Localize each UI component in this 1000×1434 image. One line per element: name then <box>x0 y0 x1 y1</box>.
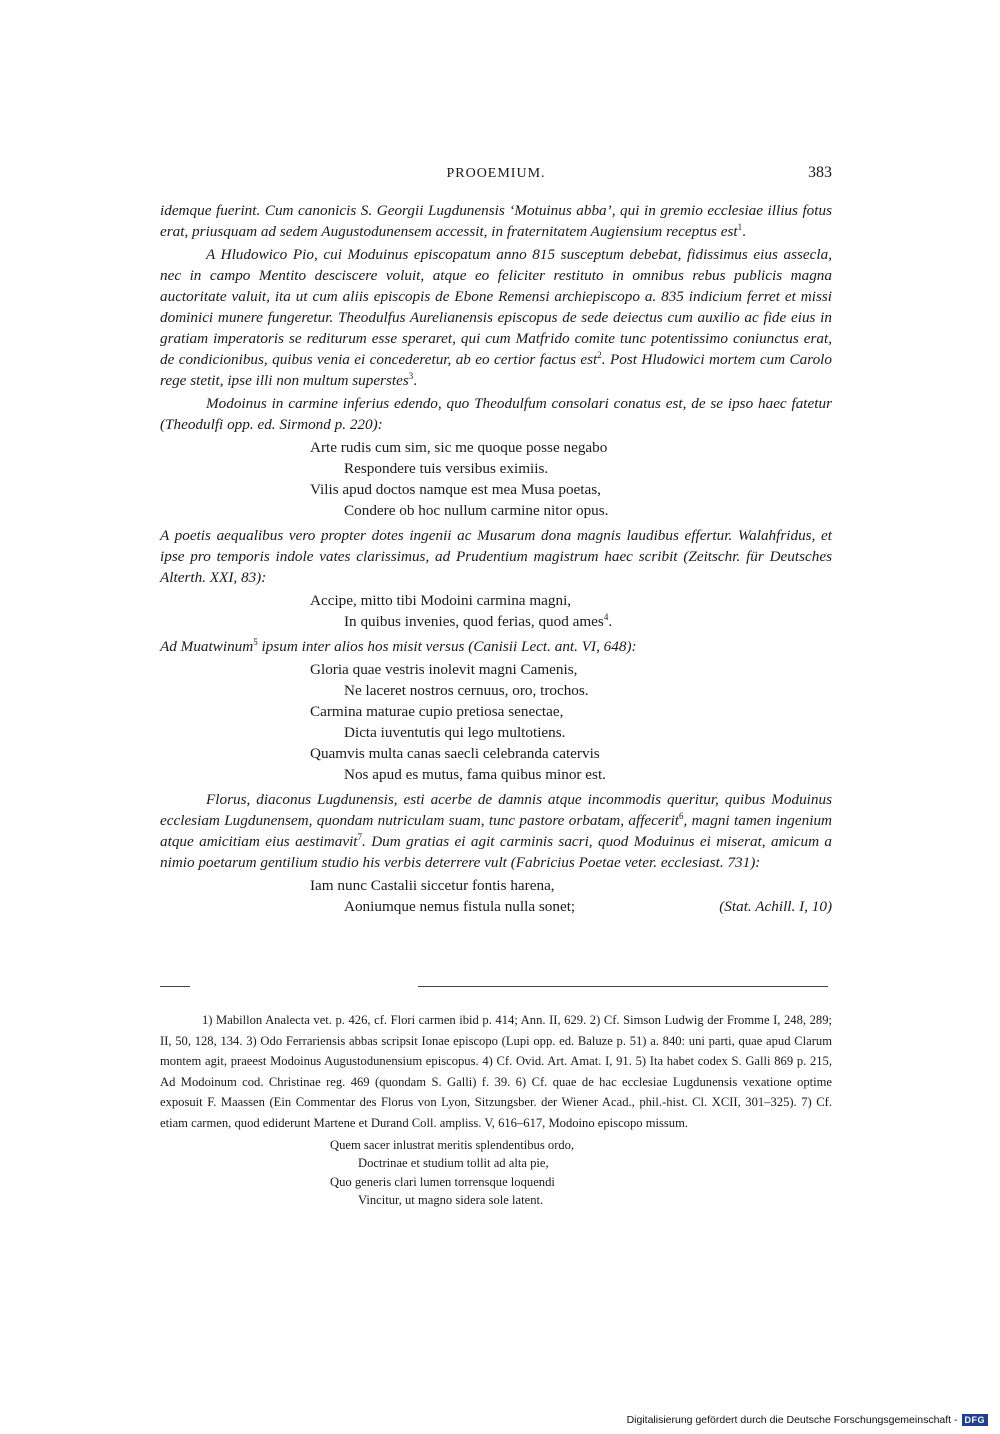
verse-block-3 <box>160 659 832 785</box>
verse-line: In quibus invenies, quod ferias, quod ames$^4$. <box>344 611 613 630</box>
verse-line: Condere ob hoc nullum carmine nitor opus. <box>344 502 609 519</box>
verse-line: Accipe, mitto tibi Modoini carmina magni, <box>310 592 572 609</box>
paragraph-4: A poetis aequalibus vero propter dotes ingenii ac Musarum dona magnis laudibus effertur. Walahfridus, et ipse pro temporis indole vates clarissimus, ad Prudentium magistrum haec scribit (Zeitschr. für Deutsches Alterth. XXI, 83): <box>160 527 832 586</box>
verse-line: Dicta iuventutis qui lego multotiens. <box>344 724 566 741</box>
footnote-verse <box>160 1136 832 1210</box>
verse-line: Carmina maturae cupio pretiosa senectae, <box>310 703 564 720</box>
verse-line: Iam nunc Castalii siccetur fontis harena, <box>310 877 555 894</box>
verse-line: Quamvis multa canas saecli celebranda catervis <box>310 745 600 762</box>
verse-line: Vilis apud doctos namque est mea Musa poetas, <box>310 481 601 498</box>
verse-citation: (Stat. Achill. I, 10) <box>719 898 832 915</box>
footnote-verse-line: Quo generis clari lumen torrensque loquendi <box>330 1174 555 1189</box>
verse-line: Respondere tuis versibus eximiis. <box>344 460 549 477</box>
paragraph-3: Modoinus in carmine inferius edendo, quo Theodulfum consolari conatus est, de se ipso haec fatetur (Theodulfi opp. ed. Sirmond p. 220): <box>160 395 832 433</box>
paragraph-5: Ad Muatwinum$^5$ ipsum inter alios hos misit versus (Canisii Lect. ant. VI, 648): <box>160 636 637 655</box>
paragraph-2: A Hludowico Pio, cui Moduinus episcopatum anno 815 susceptum debebat, fidissimus eius assecla, nec in campo Mentito desciscere voluit, atque eo feliciter restituto in omnibus rebus publicis magna auctoritate valuit, ita ut cum aliis episcopis de Ebone Remensi archiepiscopo a. 835 indicium ferret et missi dominici munere fungeretur. Theodulfus Aurelianensis episcopus de sede deiectus cum auxilio ac fide eius in gratiam imperatoris se rediturum esse speraret, qui cum Matfrido comite tunc potentissimo coniunctus erat, de condicionibus, quibus venia ei concederetur, ab eo certior factus est$^2$. Post Hludowici mortem cum Carolo rege stetit, ipse illi non multum superstes$^3$. <box>160 246 832 389</box>
paragraph-6: Florus, diaconus Lugdunensis, esti acerbe de damnis atque incommodis queritur, quibus Moduinus ecclesiam Lugdunensem, quondam nutriculam suam, tunc pastore orbatam, affecerit$^6$, magni tamen ingenium atque amicitiam eius aestimavit$^7$. Dum gratias ei agit carminis sacri, quod Moduinus ei miserat, amicum a nimio poetarum gentilium studio his verbis deterrere vult (Fabricius Poetae veter. ecclesiast. 731): <box>160 791 833 871</box>
paragraph-1: idemque fuerint. Cum canonicis S. Georgii Lugdunensis ‘Motuinus abba’, qui in gremio ecclesiae illius fotus erat, priusquam ad sedem Augustodunensem accessit, in fraternitatem Augiensium receptus est$^1$. <box>160 202 832 240</box>
footnote-text: 1) Mabillon Analecta vet. p. 426, cf. Flori carmen ibid p. 414; Ann. II, 629. 2) Cf. Simson Ludwig der Fromme I, 248, 289; II, 50, 128, 134. 3) Odo Ferrariensis abbas scripsit Ionae episcopo (Lupi opp. ed. Baluze p. 51) a. 840: uni parti, quae apud Clarum montem agit, praeest Modoinus Augustodunensium episcopus. 4) Cf. Ovid. Art. Amat. I, 91. 5) Ita habet codex S. Galli 869 p. 215, Ad Modoinum cod. Christinae reg. 469 (quondam S. Galli) f. 39. 6) Cf. quae de hac ecclesiae Lugdunensis vexatione optime exposuit F. Maassen (Ein Commentar des Florus von Lyon, Sitzungsber. der Wiener Acad., phil.-hist. Cl. XCII, 301–325). 7) Cf. etiam carmen, quod ediderunt Martene et Durand Coll. ampliss. V, 616–617, Modoino episcopo missum. <box>160 1013 832 1130</box>
verse-line: Gloria quae vestris inolevit magni Camenis, <box>310 661 578 678</box>
verse-line: Ne laceret nostros cernuus, oro, trochos. <box>344 682 589 699</box>
footnote-verse-line: Doctrinae et studium tollit ad alta pie, <box>358 1156 549 1171</box>
verse-block-1 <box>160 437 832 521</box>
running-title: PROOEMIUM. <box>446 166 546 181</box>
running-header <box>160 164 832 188</box>
main-text <box>160 200 832 921</box>
verse-line: Aoniumque nemus fistula nulla sonet; (Stat. Achill. I, 10) <box>344 898 832 915</box>
credit-text: Digitalisierung gefördert durch die Deutsche Forschungsgemeinschaft - <box>626 1414 958 1426</box>
dfg-logo: DFG <box>962 1414 989 1426</box>
verse-line: Arte rudis cum sim, sic me quoque posse negabo <box>310 439 608 456</box>
separator-short-rule <box>160 986 190 987</box>
footnote-separator <box>160 986 832 988</box>
footnote-verse-line: Quem sacer inlustrat meritis splendentibus ordo, <box>330 1137 575 1152</box>
separator-long-rule <box>418 986 828 987</box>
footnote-verse-line: Vincitur, ut magno sidera sole latent. <box>358 1193 544 1208</box>
verse-block-2 <box>160 590 832 632</box>
verse-line: Nos apud es mutus, fama quibus minor est. <box>344 766 606 783</box>
page-number: 383 <box>808 164 832 181</box>
digitization-credit <box>627 1412 988 1428</box>
verse-block-4 <box>160 875 832 917</box>
footnotes <box>160 1010 832 1210</box>
